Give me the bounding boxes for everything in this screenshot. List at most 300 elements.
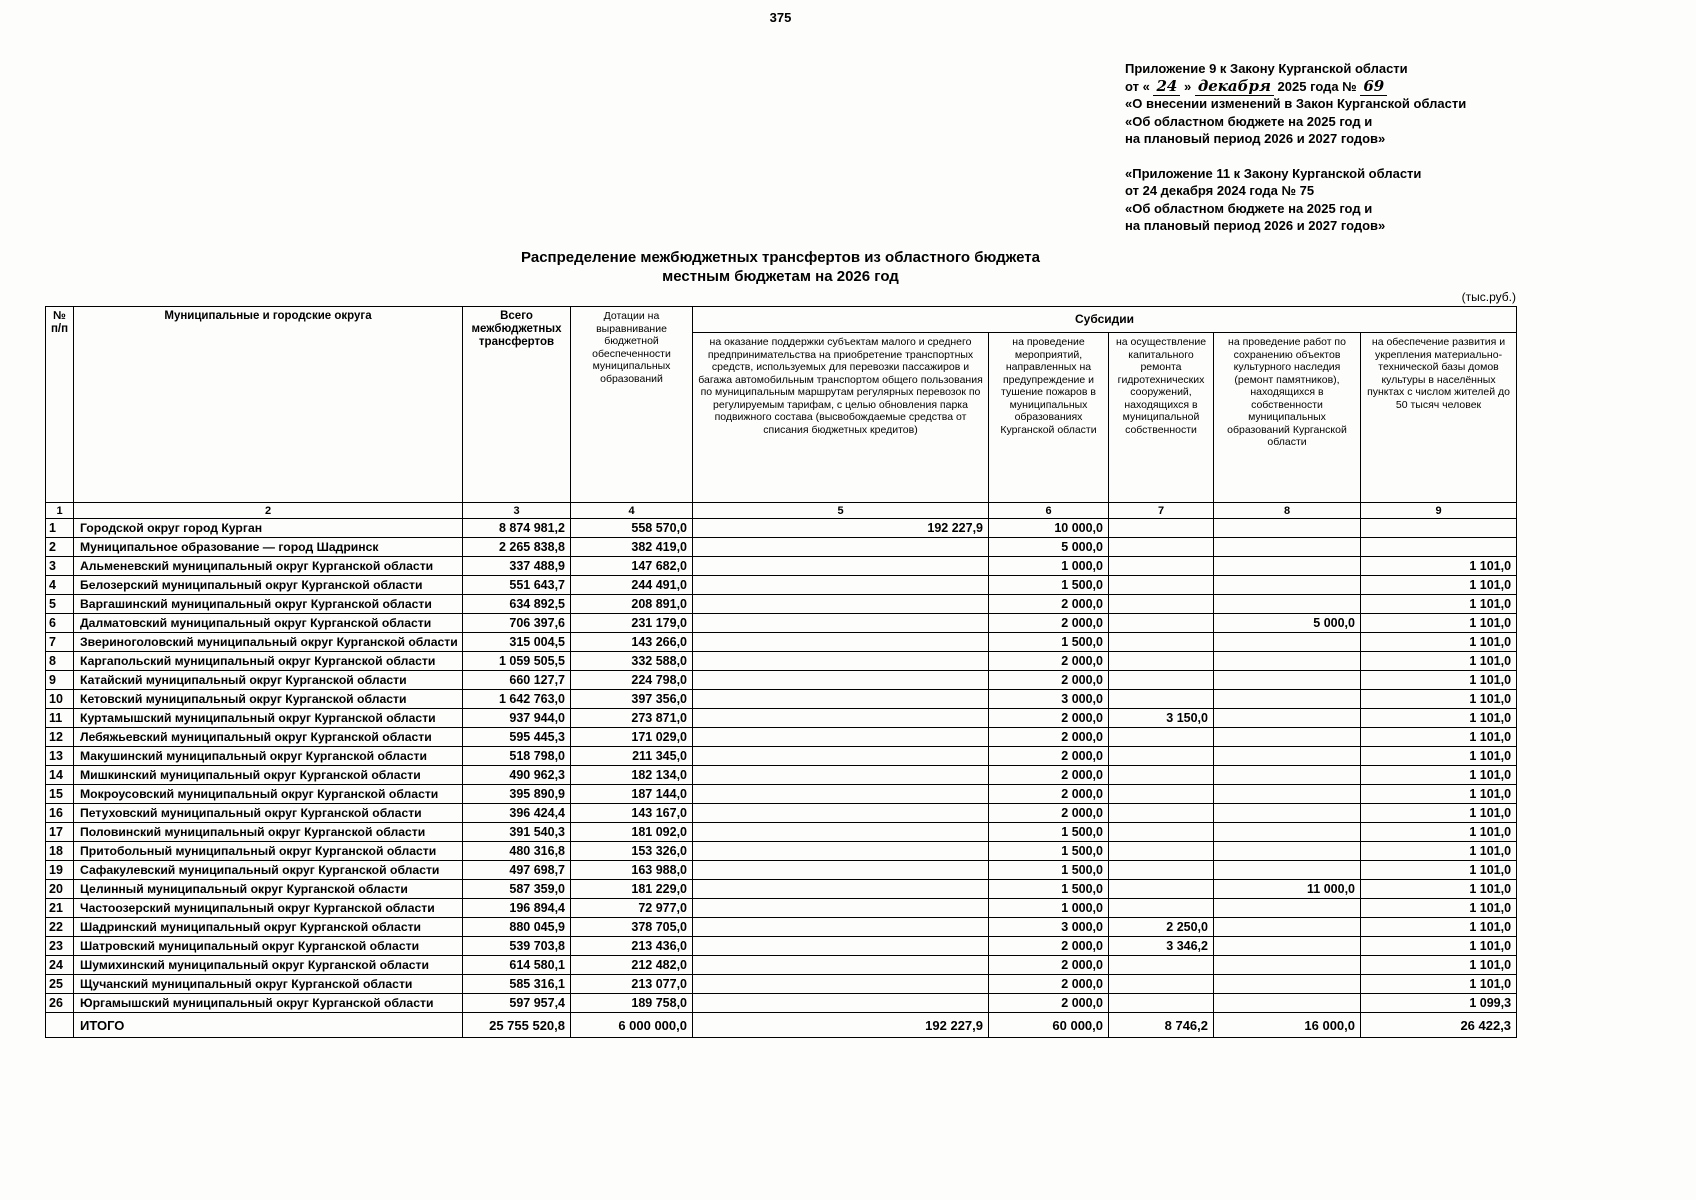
table-row [46,576,1517,595]
value-cell: 595 445,3 [463,728,571,747]
value-cell: 19 [46,861,74,880]
value-cell: 15 [46,785,74,804]
municipality-name: Частоозерский муниципальный округ Курганской области [74,899,463,918]
value-cell [1109,595,1214,614]
value-cell: 213 077,0 [571,975,693,994]
value-cell: 2 000,0 [989,994,1109,1013]
value-cell [1214,937,1361,956]
header-subsidy-heritage: на проведение работ по сохранению объектов культурного наследия (ремонт памятников), находящихся в собственности муниципальных образований Курганской области [1214,333,1361,503]
value-cell [1361,538,1517,557]
value-cell: 3 000,0 [989,690,1109,709]
value-cell: 14 [46,766,74,785]
value-cell: 3 [46,557,74,576]
appendix-block-2 [1125,165,1516,235]
total-label: ИТОГО [74,1013,463,1038]
value-cell [1109,614,1214,633]
value-cell [1109,690,1214,709]
table-row [46,994,1517,1013]
value-cell: 182 134,0 [571,766,693,785]
value-cell: 4 [46,576,74,595]
title-line-2: местным бюджетам на 2026 год [662,268,899,285]
appendix1-date-line [1125,78,1516,96]
value-cell [1214,519,1361,538]
document-title [45,248,1516,286]
value-cell [1109,823,1214,842]
table-row [46,975,1517,994]
value-cell [1109,899,1214,918]
column-number: 6 [989,503,1109,519]
table-row [46,842,1517,861]
column-number: 4 [571,503,693,519]
value-cell: 143 266,0 [571,633,693,652]
header-subsidy-culture-houses: на обеспечение развития и укрепления материально-технической базы домов культуры в населённых пунктах с числом жителей до 50 тысяч человек [1361,333,1517,503]
total-value: 8 746,2 [1109,1013,1214,1038]
value-cell: 2 000,0 [989,595,1109,614]
value-cell: 391 540,3 [463,823,571,842]
municipality-name: Муниципальное образование — город Шадринск [74,538,463,557]
value-cell: 5 [46,595,74,614]
municipality-name: Щучанский муниципальный округ Курганской области [74,975,463,994]
value-cell [693,842,989,861]
table-footer [46,1013,1517,1038]
value-cell: 153 326,0 [571,842,693,861]
table-row [46,633,1517,652]
header-dotations: Дотации на выравнивание бюджетной обеспеченности муниципальных образований [571,307,693,503]
value-cell [693,709,989,728]
value-cell [1109,861,1214,880]
value-cell: 1 101,0 [1361,671,1517,690]
value-cell: 1 101,0 [1361,633,1517,652]
value-cell: 332 588,0 [571,652,693,671]
value-cell [1109,956,1214,975]
total-value [46,1013,74,1038]
table-body [46,519,1517,1013]
column-number: 5 [693,503,989,519]
table-header [46,307,1517,519]
date-suffix: 2025 года № [1277,78,1357,94]
value-cell: 490 962,3 [463,766,571,785]
table-row [46,709,1517,728]
value-cell [693,690,989,709]
value-cell [1109,576,1214,595]
value-cell: 2 000,0 [989,728,1109,747]
municipality-name: Мишкинский муниципальный округ Курганской области [74,766,463,785]
value-cell: 1 101,0 [1361,842,1517,861]
value-cell: 213 436,0 [571,937,693,956]
value-cell [693,861,989,880]
value-cell: 2 000,0 [989,975,1109,994]
value-cell: 21 [46,899,74,918]
value-cell: 1 101,0 [1361,690,1517,709]
value-cell [693,728,989,747]
value-cell: 22 [46,918,74,937]
value-cell [1109,766,1214,785]
value-cell: 634 892,5 [463,595,571,614]
value-cell: 378 705,0 [571,918,693,937]
value-cell: 614 580,1 [463,956,571,975]
value-cell: 273 871,0 [571,709,693,728]
value-cell [1109,785,1214,804]
value-cell: 7 [46,633,74,652]
value-cell [693,614,989,633]
value-cell [1214,671,1361,690]
value-cell: 1 500,0 [989,823,1109,842]
value-cell [1109,557,1214,576]
value-cell [1214,861,1361,880]
value-cell [693,633,989,652]
value-cell [1361,519,1517,538]
value-cell: 24 [46,956,74,975]
value-cell: 315 004,5 [463,633,571,652]
value-cell: 196 894,4 [463,899,571,918]
value-cell: 171 029,0 [571,728,693,747]
appendix-block-1 [1125,60,1516,148]
value-cell: 72 977,0 [571,899,693,918]
municipality-name: Мокроусовский муниципальный округ Курганской области [74,785,463,804]
column-numbers-row [46,503,1517,519]
transfers-table [45,306,1517,1038]
value-cell [1109,633,1214,652]
value-cell [1109,880,1214,899]
table-row [46,937,1517,956]
value-cell: 660 127,7 [463,671,571,690]
value-cell: 1 101,0 [1361,595,1517,614]
value-cell: 2 265 838,8 [463,538,571,557]
value-cell: 187 144,0 [571,785,693,804]
value-cell: 1 101,0 [1361,918,1517,937]
page-content [45,0,1516,1038]
value-cell: 1 101,0 [1361,804,1517,823]
value-cell [1214,975,1361,994]
value-cell [1214,709,1361,728]
value-cell: 1 101,0 [1361,557,1517,576]
value-cell: 2 000,0 [989,937,1109,956]
value-cell [693,937,989,956]
value-cell: 497 698,7 [463,861,571,880]
value-cell [693,576,989,595]
value-cell: 211 345,0 [571,747,693,766]
header-total-transfers: Всего межбюджетных трансфертов [463,307,571,503]
value-cell: 1 101,0 [1361,823,1517,842]
value-cell [1214,994,1361,1013]
value-cell [693,538,989,557]
municipality-name: Половинский муниципальный округ Курганской области [74,823,463,842]
value-cell [1214,766,1361,785]
total-value: 25 755 520,8 [463,1013,571,1038]
municipality-name: Сафакулевский муниципальный округ Курганской области [74,861,463,880]
appendix-header [1125,60,1516,235]
value-cell: 1 101,0 [1361,899,1517,918]
value-cell [1214,918,1361,937]
value-cell: 1 101,0 [1361,747,1517,766]
value-cell: 26 [46,994,74,1013]
date-close-quote: » [1183,78,1192,94]
value-cell [1109,747,1214,766]
total-value: 16 000,0 [1214,1013,1361,1038]
value-cell: 2 000,0 [989,766,1109,785]
value-cell: 1 000,0 [989,899,1109,918]
value-cell: 6 [46,614,74,633]
value-cell: 189 758,0 [571,994,693,1013]
municipality-name: Юргамышский муниципальный округ Курганской области [74,994,463,1013]
municipality-name: Каргапольский муниципальный округ Курганской области [74,652,463,671]
table-row [46,728,1517,747]
value-cell [1109,728,1214,747]
table-row [46,557,1517,576]
value-cell: 5 000,0 [989,538,1109,557]
table-row [46,785,1517,804]
municipality-name: Далматовский муниципальный округ Курганской области [74,614,463,633]
value-cell: 585 316,1 [463,975,571,994]
value-cell: 1 000,0 [989,557,1109,576]
value-cell: 12 [46,728,74,747]
total-value: 26 422,3 [1361,1013,1517,1038]
header-municipalities: Муниципальные и городские округа [74,307,463,503]
value-cell: 1 101,0 [1361,937,1517,956]
table-row [46,918,1517,937]
column-number: 2 [74,503,463,519]
value-cell [1214,557,1361,576]
table-row [46,595,1517,614]
appendix1-line3: «О внесении изменений в Закон Курганской области [1125,96,1467,111]
header-row-main [46,307,1517,333]
value-cell [1214,956,1361,975]
total-value: 6 000 000,0 [571,1013,693,1038]
column-number: 7 [1109,503,1214,519]
value-cell: 2 000,0 [989,614,1109,633]
value-cell: 192 227,9 [693,519,989,538]
table-row [46,652,1517,671]
table-row [46,861,1517,880]
appendix2-line3: «Об областном бюджете на 2025 год и [1125,200,1373,216]
value-cell: 10 [46,690,74,709]
value-cell: 395 890,9 [463,785,571,804]
table-row [46,880,1517,899]
appendix2-line2: от 24 декабря 2024 года № 75 [1125,183,1315,198]
value-cell: 937 944,0 [463,709,571,728]
value-cell [1214,595,1361,614]
municipality-name: Лебяжьевский муниципальный округ Курганской области [74,728,463,747]
appendix1-line4: «Об областном бюджете на 2025 год и [1125,113,1373,129]
value-cell: 587 359,0 [463,880,571,899]
header-subsidy-fires: на проведение мероприятий, направленных на предупреждение и тушение пожаров в муниципальных образованиях Курганской области [989,333,1109,503]
value-cell: 2 000,0 [989,709,1109,728]
municipality-name: Притобольный муниципальный округ Курганской области [74,842,463,861]
appendix2-line1: «Приложение 11 к Закону Курганской области [1125,165,1422,181]
value-cell: 2 [46,538,74,557]
value-cell: 1 101,0 [1361,880,1517,899]
municipality-name: Шадринский муниципальный округ Курганской области [74,918,463,937]
municipality-name: Альменевский муниципальный округ Курганской области [74,557,463,576]
column-number: 8 [1214,503,1361,519]
value-cell: 518 798,0 [463,747,571,766]
value-cell [693,918,989,937]
value-cell [693,823,989,842]
table-row [46,614,1517,633]
municipality-name: Кетовский муниципальный округ Курганской области [74,690,463,709]
value-cell [693,994,989,1013]
value-cell: 224 798,0 [571,671,693,690]
value-cell [1214,652,1361,671]
value-cell: 382 419,0 [571,538,693,557]
table-row [46,956,1517,975]
value-cell [693,899,989,918]
value-cell [693,557,989,576]
header-subsidy-transport: на оказание поддержки субъектам малого и среднего предпринимательства на приобретение транспортных средств, используемых для перевозки пассажиров и багажа автомобильным транспортом общего пользования по муниципальным маршрутам регулярных перевозок по регулируемым тарифам, с целью обновления парка подвижного состава (высвобождаемые средства от списания бюджетных кредитов) [693,333,989,503]
value-cell [1214,633,1361,652]
appendix1-line1: Приложение 9 к Закону Курганской области [1125,61,1408,76]
value-cell: 11 [46,709,74,728]
value-cell: 1 500,0 [989,576,1109,595]
value-cell [1109,842,1214,861]
value-cell: 11 000,0 [1214,880,1361,899]
value-cell: 208 891,0 [571,595,693,614]
value-cell: 8 [46,652,74,671]
value-cell [1109,519,1214,538]
column-number: 1 [46,503,74,519]
value-cell: 396 424,4 [463,804,571,823]
value-cell [1214,785,1361,804]
table-row [46,690,1517,709]
municipality-name: Звериноголовский муниципальный округ Курганской области [74,633,463,652]
value-cell: 1 500,0 [989,880,1109,899]
value-cell: 25 [46,975,74,994]
value-cell: 10 000,0 [989,519,1109,538]
header-row-num: № п/п [46,307,74,503]
value-cell: 1 101,0 [1361,956,1517,975]
table-row [46,899,1517,918]
table-row [46,538,1517,557]
value-cell: 17 [46,823,74,842]
value-cell: 5 000,0 [1214,614,1361,633]
value-cell: 551 643,7 [463,576,571,595]
value-cell [1214,842,1361,861]
title-line-1: Распределение межбюджетных трансфертов из областного бюджета [521,249,1040,266]
value-cell [1109,538,1214,557]
value-cell: 1 059 505,5 [463,652,571,671]
value-cell: 1 101,0 [1361,709,1517,728]
municipality-name: Катайский муниципальный округ Курганской области [74,671,463,690]
table-row [46,671,1517,690]
value-cell [1109,994,1214,1013]
value-cell: 8 874 981,2 [463,519,571,538]
value-cell: 558 570,0 [571,519,693,538]
value-cell: 1 500,0 [989,633,1109,652]
value-cell [1109,975,1214,994]
value-cell [693,747,989,766]
table-row [46,804,1517,823]
value-cell [693,595,989,614]
handwritten-day: 24 [1153,77,1180,96]
value-cell: 143 167,0 [571,804,693,823]
value-cell [1214,538,1361,557]
value-cell [693,671,989,690]
value-cell: 1 101,0 [1361,861,1517,880]
units-note: (тыс.руб.) [1461,290,1516,304]
value-cell: 1 099,3 [1361,994,1517,1013]
handwritten-doc-number: 69 [1360,77,1387,96]
date-prefix: от « [1125,78,1150,94]
value-cell: 1 500,0 [989,842,1109,861]
value-cell [1214,804,1361,823]
value-cell [1214,823,1361,842]
handwritten-month: декабря [1195,77,1274,96]
value-cell: 1 101,0 [1361,766,1517,785]
value-cell: 1 101,0 [1361,576,1517,595]
value-cell: 147 682,0 [571,557,693,576]
value-cell: 1 101,0 [1361,614,1517,633]
value-cell [693,956,989,975]
value-cell: 397 356,0 [571,690,693,709]
value-cell: 706 397,6 [463,614,571,633]
column-number: 3 [463,503,571,519]
municipality-name: Городской округ город Курган [74,519,463,538]
municipality-name: Целинный муниципальный округ Курганской области [74,880,463,899]
value-cell [1214,728,1361,747]
value-cell: 181 092,0 [571,823,693,842]
total-value: 60 000,0 [989,1013,1109,1038]
appendix2-line4: на плановый период 2026 и 2027 годов» [1125,218,1386,233]
value-cell [1214,690,1361,709]
appendix1-line5: на плановый период 2026 и 2027 годов» [1125,131,1386,146]
municipality-name: Белозерский муниципальный округ Курганской области [74,576,463,595]
value-cell: 3 346,2 [1109,937,1214,956]
header-subsidies-group: Субсидии [693,307,1517,333]
municipality-name: Макушинский муниципальный округ Курганской области [74,747,463,766]
value-cell [693,652,989,671]
value-cell: 1 642 763,0 [463,690,571,709]
value-cell: 2 250,0 [1109,918,1214,937]
header-subsidy-hydrotech: на осуществление капитального ремонта гидротехнических сооружений, находящихся в муниципальной собственности [1109,333,1214,503]
value-cell: 2 000,0 [989,652,1109,671]
value-cell: 18 [46,842,74,861]
total-row [46,1013,1517,1038]
value-cell: 2 000,0 [989,747,1109,766]
value-cell: 212 482,0 [571,956,693,975]
value-cell [693,766,989,785]
value-cell: 1 101,0 [1361,975,1517,994]
value-cell: 23 [46,937,74,956]
value-cell [1109,804,1214,823]
value-cell: 1 [46,519,74,538]
value-cell: 181 229,0 [571,880,693,899]
value-cell: 1 101,0 [1361,785,1517,804]
value-cell [1214,899,1361,918]
value-cell [693,975,989,994]
value-cell: 1 101,0 [1361,652,1517,671]
total-value: 192 227,9 [693,1013,989,1038]
value-cell: 539 703,8 [463,937,571,956]
value-cell: 337 488,9 [463,557,571,576]
municipality-name: Петуховский муниципальный округ Курганской области [74,804,463,823]
table-row [46,519,1517,538]
value-cell: 2 000,0 [989,671,1109,690]
value-cell: 2 000,0 [989,785,1109,804]
municipality-name: Шатровский муниципальный округ Курганской области [74,937,463,956]
municipality-name: Шумихинский муниципальный округ Курганской области [74,956,463,975]
value-cell [1109,652,1214,671]
value-cell [693,804,989,823]
value-cell: 16 [46,804,74,823]
table-row [46,823,1517,842]
table-row [46,747,1517,766]
value-cell: 3 000,0 [989,918,1109,937]
table-row [46,766,1517,785]
value-cell [1109,671,1214,690]
value-cell: 2 000,0 [989,804,1109,823]
value-cell: 2 000,0 [989,956,1109,975]
municipality-name: Варгашинский муниципальный округ Курганской области [74,595,463,614]
